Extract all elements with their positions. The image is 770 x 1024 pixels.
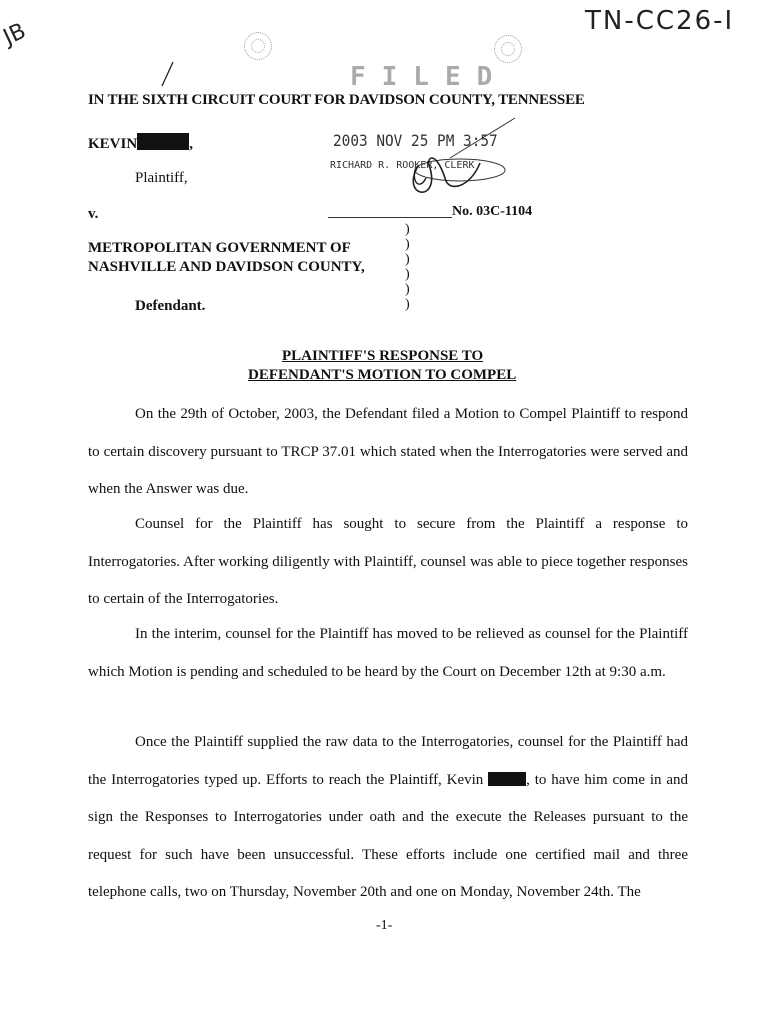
motion-title-line-1: PLAINTIFF'S RESPONSE TO xyxy=(282,348,484,364)
court-header: IN THE SIXTH CIRCUIT COURT FOR DAVIDSON COUNTY, TENNESSEE xyxy=(88,92,585,108)
plaintiff-line xyxy=(88,133,193,153)
paragraph-2-text: Counsel for the Plaintiff has sought to secure from the Plaintiff a response to Interrogatories. After working diligently with Plaintiff, counsel was able to piece together responses to certain of the Interrogatories. xyxy=(88,516,688,607)
case-number: No. 03C-1104 xyxy=(452,204,533,219)
paragraph-1-text: On the 29th of October, 2003, the Defendant filed a Motion to Compel Plaintiff to respond to certain discovery pursuant to TRCP 37.01 which stated when the Interrogatories were served and when the Answer was due. xyxy=(88,406,688,497)
redaction-box xyxy=(137,133,189,150)
page-number: -1- xyxy=(376,918,393,933)
defendant-line-2: NASHVILLE AND DAVIDSON COUNTY, xyxy=(88,259,365,275)
bracket: ) xyxy=(405,282,410,297)
paragraph-4-text-b: , to have him come in and sign the Responses to Interrogatories under oath and the execute the Releases pursuant to the request for such have been unsuccessful. These efforts include one certified mail and three telephone calls, two on Thursday, November 20th and one on Monday, November 24th. The xyxy=(88,771,688,900)
paragraph-3 xyxy=(88,616,688,691)
bracket: ) xyxy=(405,297,410,312)
paragraph-4 xyxy=(88,724,688,912)
plaintiff-comma: , xyxy=(189,136,193,152)
motion-title-line-2: DEFENDANT'S MOTION TO COMPEL xyxy=(248,367,517,383)
paragraph-2 xyxy=(88,506,688,619)
defendant-line-1: METROPOLITAN GOVERNMENT OF xyxy=(88,240,351,256)
plaintiff-label: Plaintiff, xyxy=(135,170,188,186)
bracket: ) xyxy=(405,267,410,282)
date-stamp: 2003 NOV 25 PM 3:57 xyxy=(333,131,498,150)
clerk-stamp: RICHARD R. ROOKER, CLERK xyxy=(330,160,475,171)
plaintiff-name: KEVIN xyxy=(88,136,138,152)
bracket: ) xyxy=(405,237,410,252)
redaction-box xyxy=(488,772,526,786)
defendant-label: Defendant. xyxy=(135,298,206,314)
filed-stamp: FILED xyxy=(350,62,509,92)
handwritten-case-id: TN-CC26-I xyxy=(585,6,735,36)
handwritten-slash xyxy=(158,60,178,90)
paragraph-1 xyxy=(88,396,688,509)
paragraph-3-text: In the interim, counsel for the Plaintiff has moved to be relieved as counsel for the Plaintiff which Motion is pending and scheduled to be heard by the Court on December 12th at 9:30 a.m. xyxy=(88,626,688,680)
clerk-signature xyxy=(330,108,520,198)
caption-brackets xyxy=(405,222,410,312)
versus: v. xyxy=(88,206,99,222)
faint-seal-right xyxy=(494,35,522,63)
paragraph-4-text-a: Once the Plaintiff supplied the raw data to the Interrogatories, counsel for the Plaintiff had the Interrogatories typed up. Efforts to reach the Plaintiff, Kevin xyxy=(88,734,688,788)
paragraph-4-body xyxy=(88,724,688,912)
faint-seal-left xyxy=(244,32,272,60)
bracket: ) xyxy=(405,222,410,237)
bracket: ) xyxy=(405,252,410,267)
case-line xyxy=(328,217,452,218)
corner-initials: JB xyxy=(0,18,30,51)
